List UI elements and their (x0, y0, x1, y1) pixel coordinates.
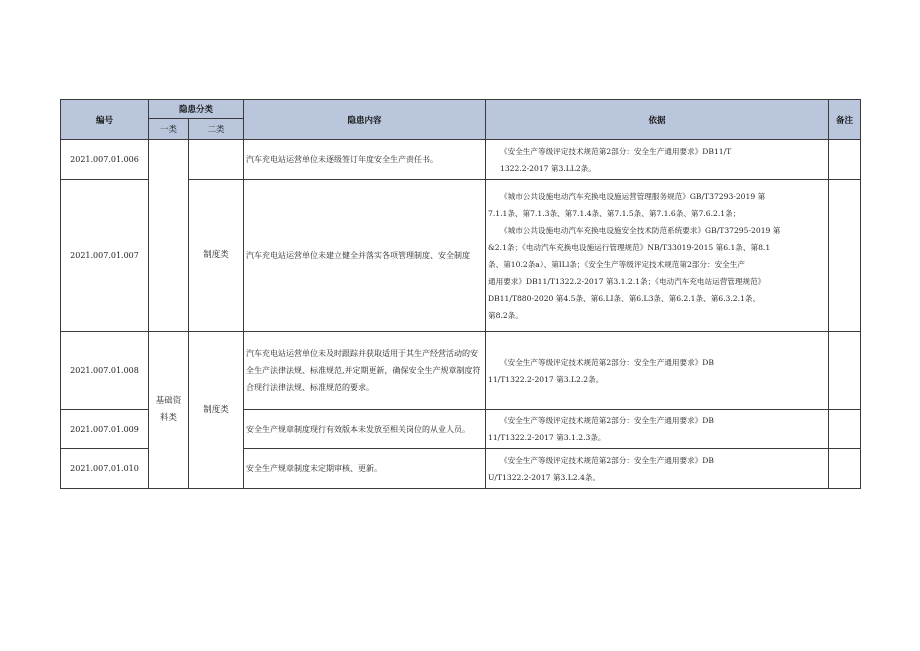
row-content: 汽车充电站运营单位未及时跟踪并获取适用于其生产经营活动的安全生产法律法规、标准规范,并定期更新，确保安全生产规章制度符合现行法律法规、标准规范的要求。 (244, 332, 486, 410)
header-code: 编号 (61, 100, 149, 140)
header-content: 隐患内容 (244, 100, 486, 140)
row-basis (486, 410, 829, 449)
row-basis (486, 140, 829, 180)
row-remark (829, 180, 861, 332)
basis-line: 《安全生产等级评定技术规范第2部分：安全生产通用要求》DB (500, 416, 714, 425)
header-remark: 备注 (829, 100, 861, 140)
header-row (61, 100, 861, 119)
basis-line: 第8.2条。 (488, 310, 523, 320)
row-code: 2021.007.01.008 (61, 332, 149, 410)
basis-line: 《城市公共设施电动汽车充换电设施安全技术防范系统要求》GB/T37295-2019 第 (500, 225, 781, 235)
row-code: 2021.007.01.006 (61, 140, 149, 180)
basis-line: 《安全生产等级评定技术规范第2部分：安全生产通用要求》DB (500, 455, 714, 465)
row-remark (829, 410, 861, 449)
row-basis (486, 180, 829, 332)
row-category1-empty (149, 140, 189, 332)
basis-line: 《城市公共设施电动汽车充换电设施运营管理服务规范》GB/T37293-2019 第 (500, 191, 766, 201)
row-category2-empty (189, 140, 244, 180)
row-content: 安全生产规章制度未定期审核、更新。 (244, 449, 486, 489)
table-row (61, 140, 861, 180)
header-category: 隐患分类 (149, 100, 244, 119)
header-basis: 依据 (486, 100, 829, 140)
row-category2: 制度类 (189, 332, 244, 489)
row-remark (829, 140, 861, 180)
row-remark (829, 449, 861, 489)
basis-line: 11/T1322.2-2017 第3.1.2.3条。 (488, 433, 606, 442)
row-code: 2021.007.01.007 (61, 180, 149, 332)
row-code: 2021.007.01.010 (61, 449, 149, 489)
hazard-table-page (60, 99, 860, 489)
basis-line: 《安全生产等级评定技术规范第2部分：安全生产通用要求》DB (500, 357, 714, 367)
hazard-table (60, 99, 861, 489)
basis-line: 11/T1322.2-2017 第3.L2.2条。 (488, 374, 604, 384)
header-category-level2: 二类 (189, 119, 244, 140)
table-row (61, 332, 861, 410)
row-content: 汽车充电站运营单位未逐级签订年度安全生产责任书。 (244, 140, 486, 180)
row-remark (829, 332, 861, 410)
row-content: 汽车充电站运营单位未建立健全并落实各项管理制度、安全制度 (244, 180, 486, 332)
basis-line: 《安全生产等级评定技术规范第2部分：安全生产通用要求》DB11/T (500, 146, 732, 156)
row-basis (486, 332, 829, 410)
basis-line: U/T1322.2-2017 第3.L2.4条。 (488, 472, 601, 482)
basis-line: 7.1.1条、第7.1.3条、第7.1.4条、第7.1.5条、第7.1.6条、第7.6.2.1条； (488, 208, 741, 218)
row-code: 2021.007.01.009 (61, 410, 149, 449)
basis-line: DB11/T880-2020 第4.5条、第6.LI条、第6.L3条、第6.2.1条、第6.3.2.1条、 (488, 293, 761, 303)
basis-line: 条、第10.2条a）、第ILl条；《安全生产等级评定技术规范第2部分：安全生产 (488, 259, 745, 269)
basis-line: &2.1条；《电动汽车充换电设施运行管理规范》NB/T33019-2015 第6.1条、第8.1 (488, 242, 771, 252)
header-category-level1: 一类 (149, 119, 189, 140)
basis-line: 通用要求》DB11/T1322.2-2017 第3.1.2.1条；《电动汽车充电站运营管理规范》 (488, 276, 766, 286)
row-category1: 基础资料类 (149, 332, 189, 489)
row-basis (486, 449, 829, 489)
row-content: 安全生产规章制度现行有效版本未发放至相关岗位的从业人员。 (244, 410, 486, 449)
basis-line: 1322.2-2017 第3.LL2条。 (500, 163, 596, 173)
row-category2: 制度类 (189, 180, 244, 332)
